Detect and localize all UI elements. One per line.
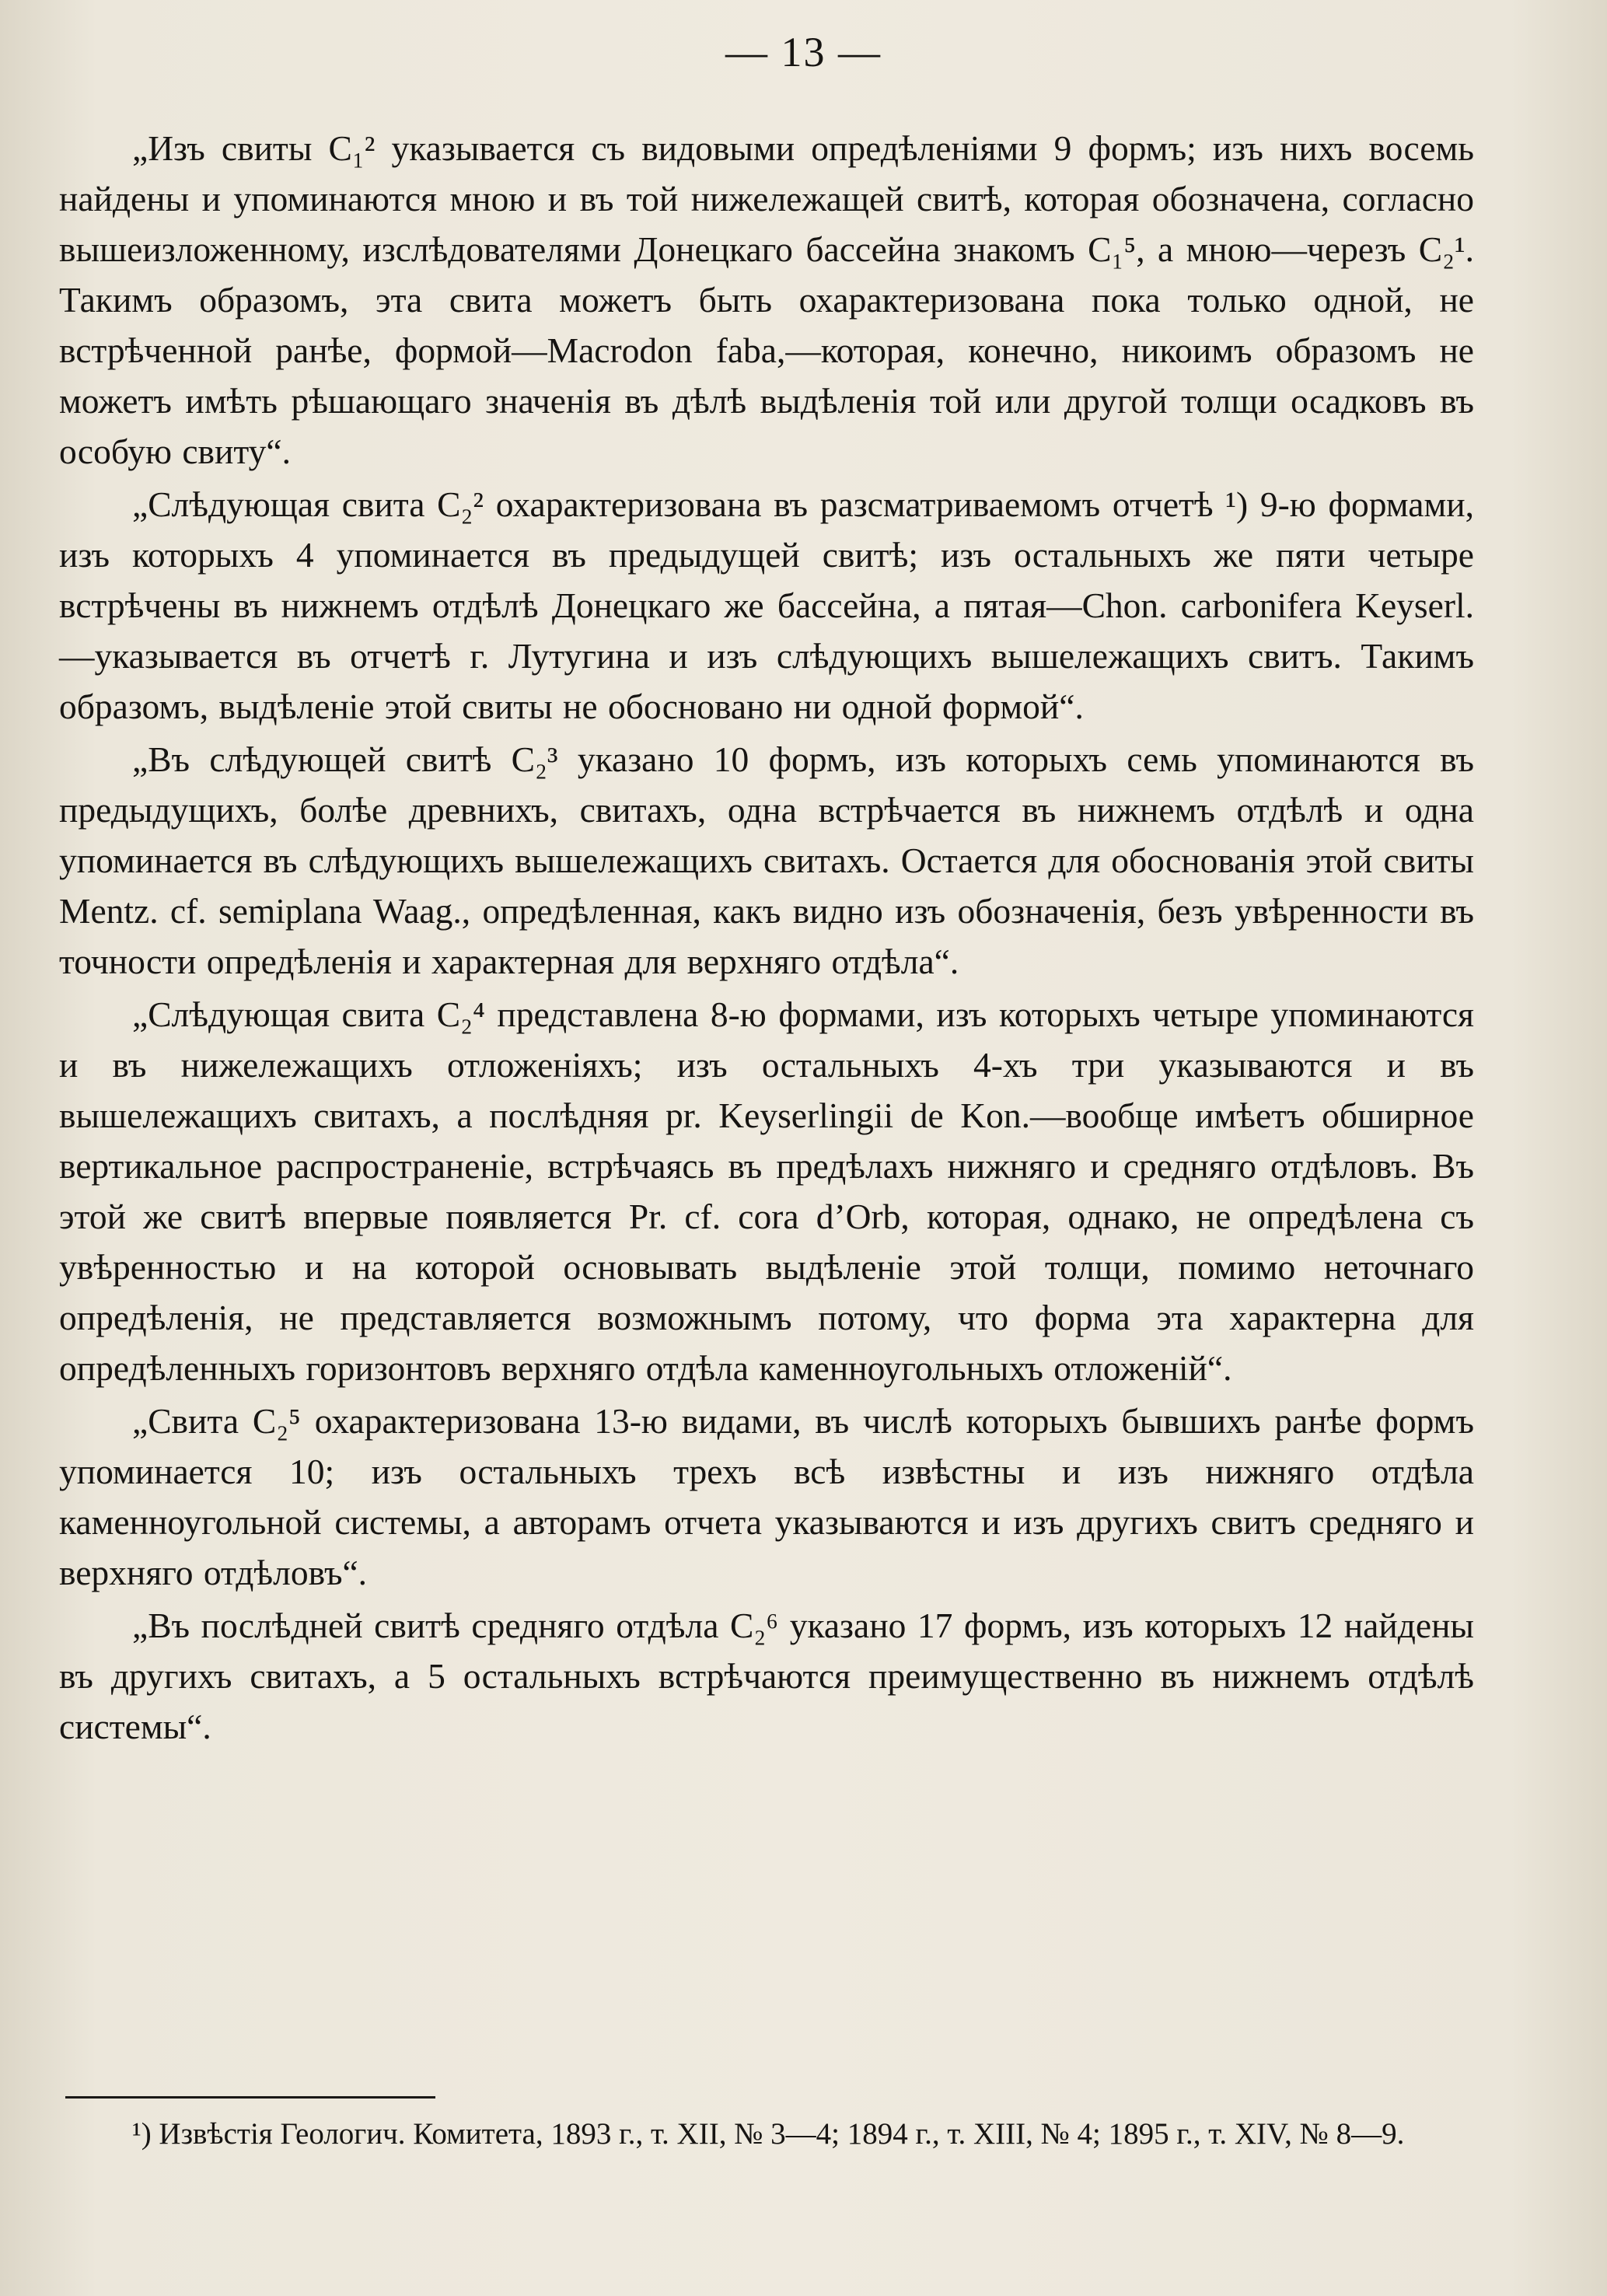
paragraph-2: „Слѣдующая свита C₂² охарактеризована въ разсматриваемомъ отчетѣ ¹) 9-ю формами, изъ которыхъ 4 упоминается въ предыдущей свитѣ; изъ остальныхъ же пяти четыре встрѣчены въ нижнемъ отдѣлѣ Донецкаго же бассейна, а пятая—Chon. carbonifera Keyserl.—указывается въ отчетѣ г. Лутугина и изъ слѣдующихъ вышележащихъ свитъ. Такимъ образомъ, выдѣленіе этой свиты не обосновано ни одной формой“. bbox=[59, 484, 1474, 726]
body-text bbox=[59, 123, 1474, 1754]
paragraph-1: „Изъ свиты C₁² указывается съ видовыми опредѣленіями 9 формъ; изъ нихъ восемь найдены и упоминаются мною и въ той нижележащей свитѣ, которая обозначена, согласно вышеизложенному, изслѣдователями Донецкаго бассейна знакомъ C₁⁵, а мною—черезъ C₂¹. Такимъ образомъ, эта свита можетъ быть охарактеризована пока только одной, не встрѣченной ранѣе, формой—Macrodon faba,—которая, конечно, никоимъ образомъ не можетъ имѣть рѣшающаго значенія въ дѣлѣ выдѣленія той или другой толщи осадковъ въ особую свиту“. bbox=[59, 128, 1474, 471]
page-number: — 13 — bbox=[725, 29, 882, 75]
paragraph-3: „Въ слѣдующей свитѣ C₂³ указано 10 формъ, изъ которыхъ семь упоминаются въ предыдущихъ, болѣе древнихъ, свитахъ, одна встрѣчается въ нижнемъ отдѣлѣ и одна упоминается въ слѣдующихъ вышележащихъ свитахъ. Остается для обоснованія этой свиты Mentz. cf. semiplana Waag., опредѣленная, какъ видно изъ обозначенія, безъ увѣренности въ точности опредѣленія и характерная для верхняго отдѣла“. bbox=[59, 739, 1474, 981]
paragraph-4: „Слѣдующая свита C₂⁴ представлена 8-ю формами, изъ которыхъ четыре упоминаются и въ нижележащихъ отложеніяхъ; изъ остальныхъ 4-хъ три указываются и въ вышележащихъ свитахъ, а послѣдняя pr. Keyserlingii de Kon.—вообще имѣетъ обширное вертикальное распространеніе, встрѣчаясь въ предѣлахъ нижняго и средняго отдѣловъ. Въ этой же свитѣ впервые появляется Pr. cf. cora d’Orb, которая, однако, не опредѣлена съ увѣренностью и на которой основывать выдѣленіе этой толщи, помимо неточнаго опредѣленія, не представляется возможнымъ потому, что форма эта характерна для опредѣленныхъ горизонтовъ верхняго отдѣла каменноугольныхъ отложеній“. bbox=[59, 994, 1474, 1388]
paragraph-6: „Въ послѣдней свитѣ средняго отдѣла C₂⁶ указано 17 формъ, изъ которыхъ 12 найдены въ другихъ свитахъ, а 5 остальныхъ встрѣчаются преимущественно въ нижнемъ отдѣлѣ системы“. bbox=[59, 1606, 1474, 1746]
footnote-divider bbox=[65, 2096, 435, 2099]
footnote: ¹) Извѣстія Геологич. Комитета, 1893 г., т. XII, № 3—4; 1894 г., т. XIII, № 4; 1895 г., т. XIV, № 8—9. bbox=[132, 2117, 1405, 2151]
paragraph-5: „Свита C₂⁵ охарактеризована 13-ю видами, въ числѣ которыхъ бывшихъ ранѣе формъ упоминается 10; изъ остальныхъ трехъ всѣ извѣстны и изъ нижняго отдѣла каменноугольной системы, а авторамъ отчета указываются и изъ другихъ свитъ средняго и верхняго отдѣловъ“. bbox=[59, 1401, 1474, 1592]
